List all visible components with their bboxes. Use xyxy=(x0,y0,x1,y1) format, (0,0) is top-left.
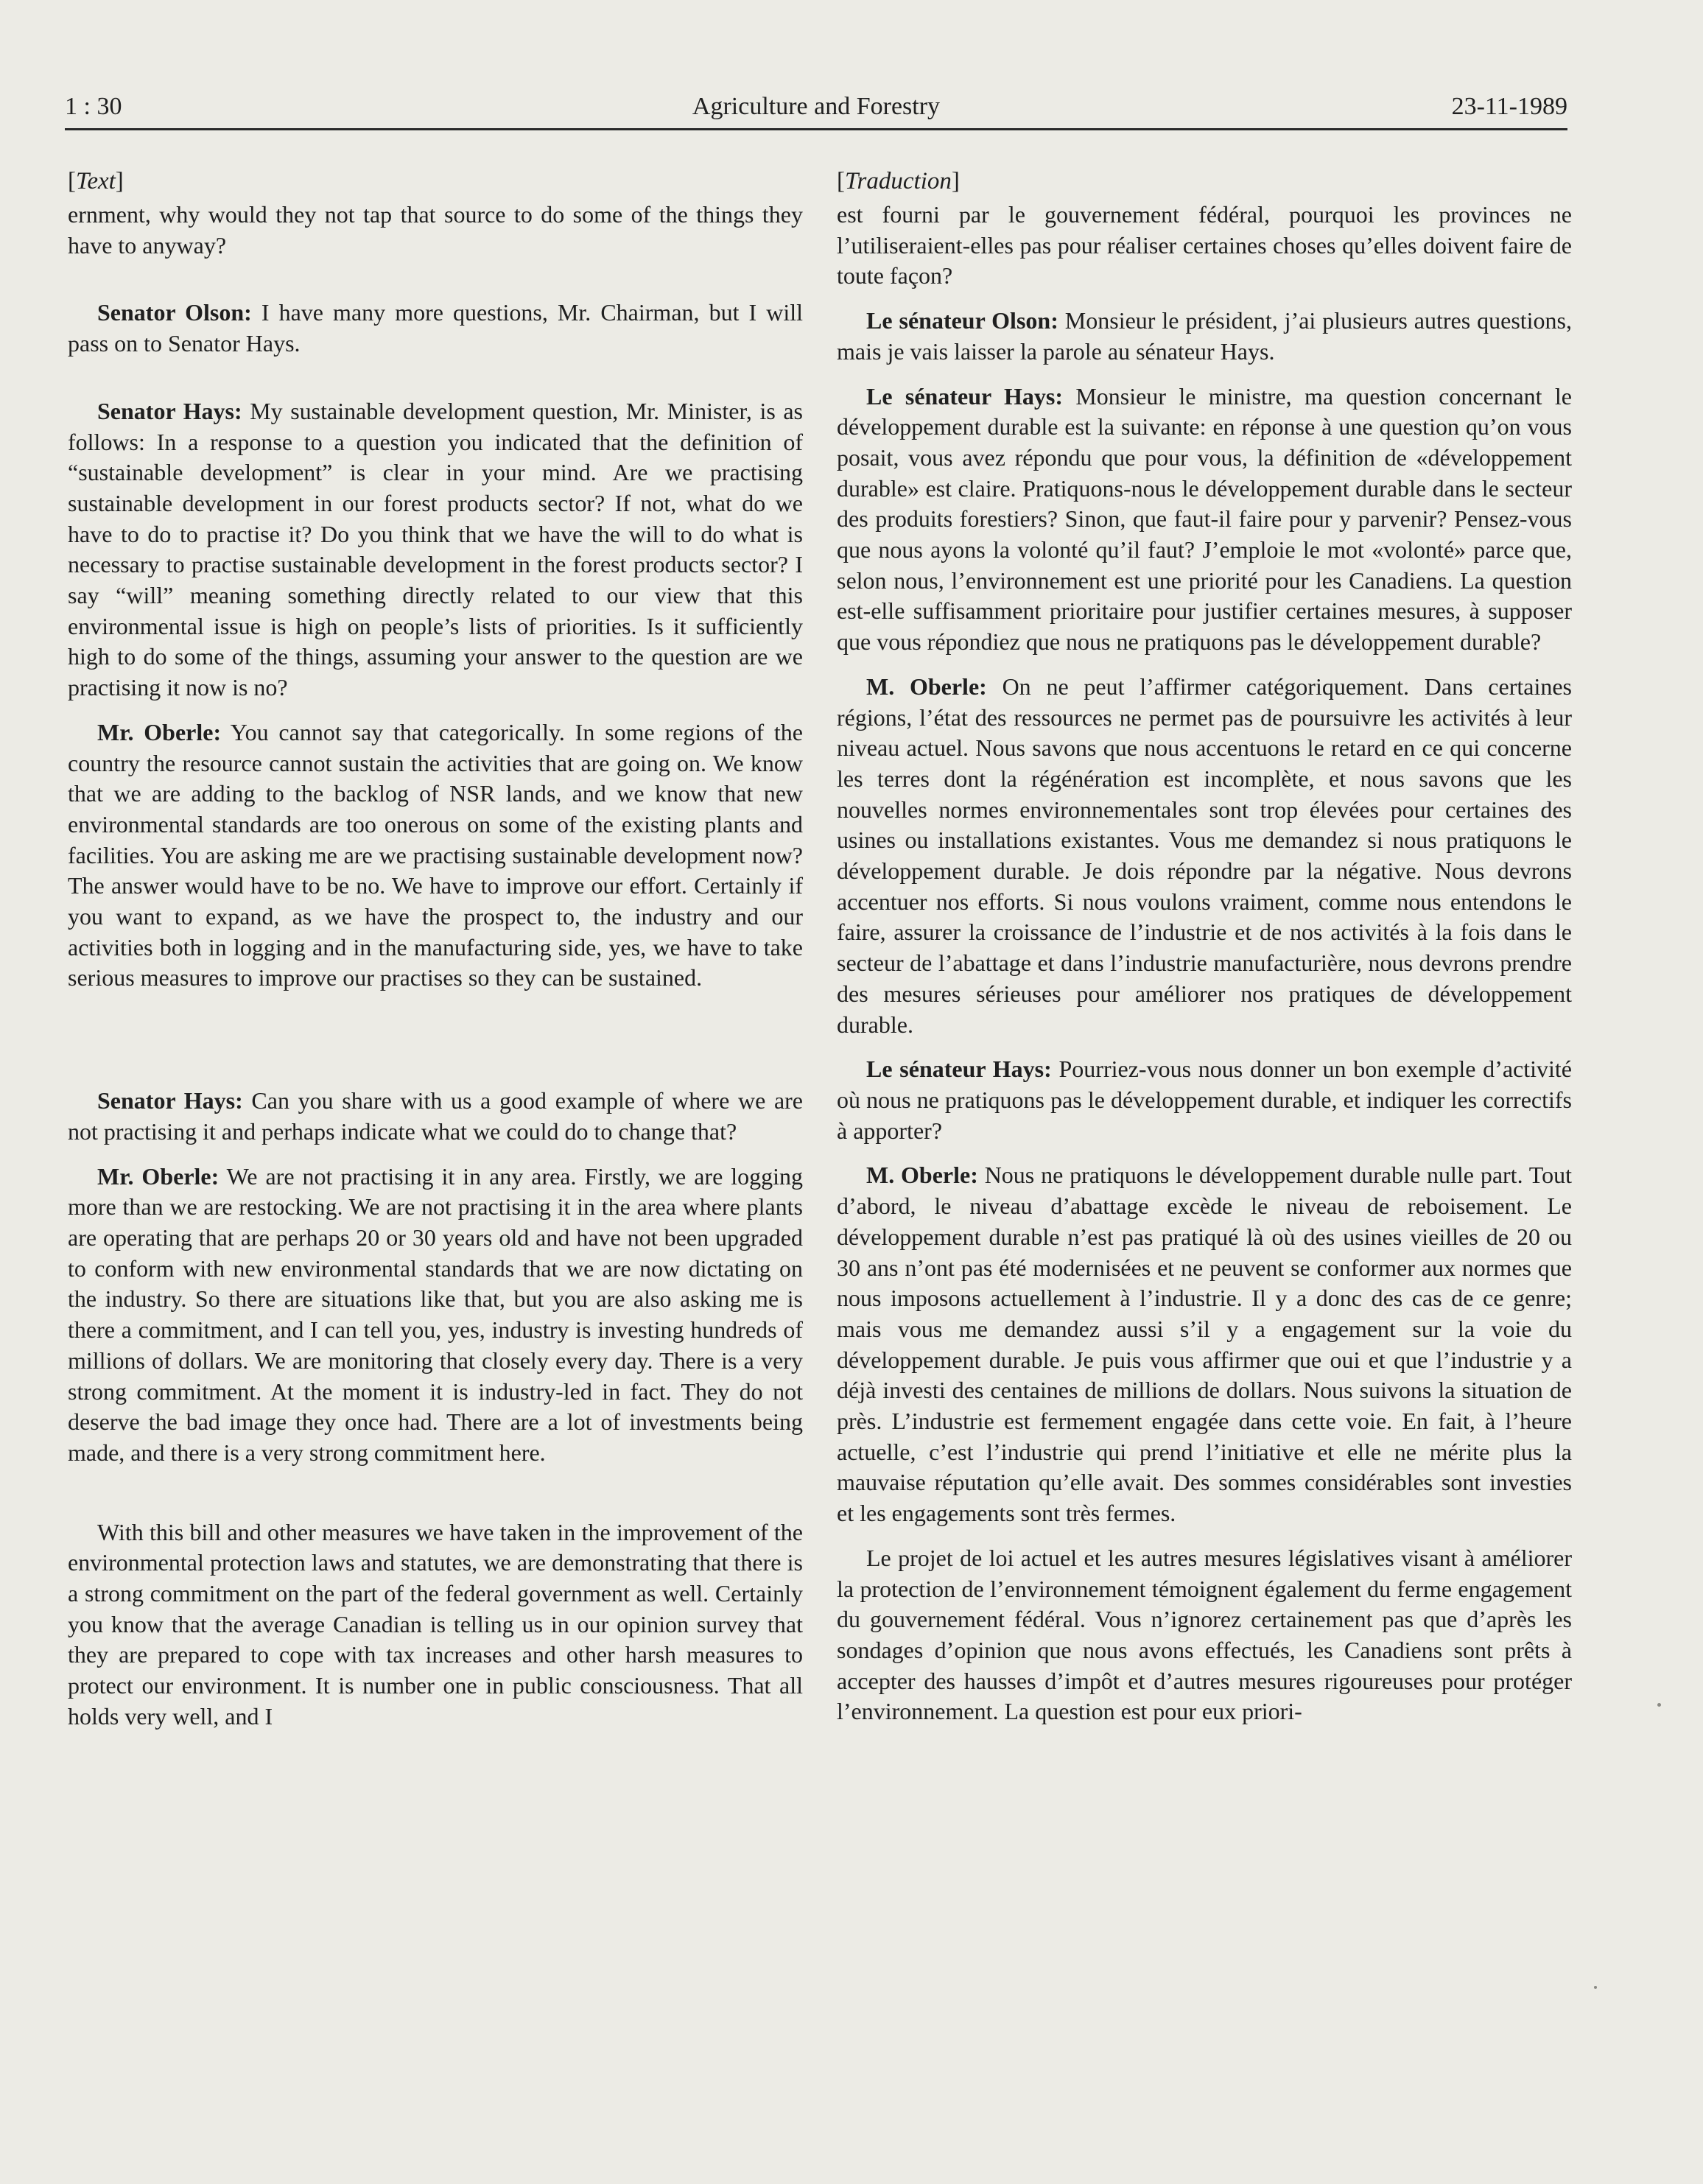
speaker-name: M. Oberle: xyxy=(866,673,987,700)
paragraph xyxy=(837,382,1572,658)
header-rule xyxy=(65,128,1567,130)
paragraph xyxy=(68,396,803,703)
speaker-name: Senator Hays: xyxy=(97,397,242,424)
paragraph xyxy=(68,1162,803,1469)
paragraph-text: ernment, why would they not tap that source to do some of the things they have to anyway? xyxy=(68,201,803,259)
traduction-marker: [Traduction] xyxy=(837,168,960,194)
paragraph-text: Can you share with us a good example of where we are not practising it and perhaps indicate what we could do to change that? xyxy=(68,1087,804,1145)
speaker-name: Mr. Oberle: xyxy=(97,1162,220,1190)
speaker-name: M. Oberle: xyxy=(866,1162,978,1189)
paragraph xyxy=(68,1517,803,1732)
speaker-name: Senator Hays: xyxy=(97,1087,243,1114)
paragraph xyxy=(837,1160,1572,1528)
speaker-name: Le sénateur Hays: xyxy=(866,382,1063,410)
paragraph-text: Nous ne pratiquons le développement durable nulle part. Tout d’abord, le niveau d’abattage excède le niveau de reboisement. Le développement durable n’est pas pratiqué là où des usines vieilles de 20 ou 30 ans n’ont pas été modernisées et ne peuvent se conformer aux normes que nous imposons actuellement à l’industrie. Il y a donc des cas de ce genre; mais vous me demandez aussi s’il y a engagement sur la voie du développement durable. Je puis vous affirmer que oui et que l’industrie y a déjà investi des centaines de millions de dollars. Nous suivons la situation de près. L’industrie est fermement engagée dans cette voie. En fait, à l’heure actuelle, c’est l’industrie qui prend l’initiative et elle ne mérite plus la mauvaise réputation qu’elle avait. Des sommes considérables sont investies et les engagements sont très fermes. xyxy=(837,1162,1573,1527)
paragraph-text: Pourriez-vous nous donner un bon exemple d’activité où nous ne pratiquons pas le développement durable, et indiquer les correctifs à apporter? xyxy=(837,1056,1573,1144)
running-title: Agriculture and Forestry xyxy=(692,93,941,120)
paragraph xyxy=(68,200,803,261)
page-number: 1 : 30 xyxy=(65,93,122,120)
paragraph xyxy=(837,306,1572,367)
paragraph xyxy=(837,1543,1572,1727)
paragraph-text: I have many more questions, Mr. Chairman, but I will pass on to Senator Hays. xyxy=(68,299,804,357)
speaker-name: Senator Olson: xyxy=(97,299,252,326)
paragraph xyxy=(837,200,1572,292)
paragraph xyxy=(837,672,1572,1040)
paragraph-text: est fourni par le gouvernement fédéral, pourquoi les provinces ne l’utiliseraient-elles pas pour réaliser certaines choses qu’elles doivent faire de toute façon? xyxy=(837,201,1572,289)
english-column xyxy=(68,166,803,1746)
sitting-date: 23-11-1989 xyxy=(1451,93,1567,120)
french-column xyxy=(837,166,1572,1741)
page-header xyxy=(65,87,1567,127)
paragraph-text: With this bill and other measures we have taken in the improvement of the environmental protection laws and statutes, we are demonstrating that there is a strong commitment on the part of the federal government as well. Certainly you know that the average Canadian is telling us in our opinion survey that they are prepared to cope with tax increases and other harsh measures to protect our environment. It is number one in public consciousness. That all holds very well, and I xyxy=(68,1518,803,1730)
paragraph xyxy=(68,1086,803,1147)
scan-speck xyxy=(1594,1986,1597,1989)
paragraph-text: Le projet de loi actuel et les autres mesures législatives visant à améliorer la protection de l’environnement témoignent également du ferme engagement du gouvernement fédéral. Vous n’ignorez certainement pas que d’après les sondages d’opinion que nous avons effectués, les Canadiens sont prêts à accepter des hausses d’impôt et d’autres mesures rigoureuses pour protéger l’environnement. La question est pour eux priori- xyxy=(837,1544,1572,1725)
paragraph-text: We are not practising it in any area. Firstly, we are logging more than we are restocking. We are not practising it in the area where plants are operating that are perhaps 20 or 30 years old and have not been upgraded to conform with new environmental standards that we are now dictating on the industry. So there are situations like that, but you are also asking me is there a commitment, and I can tell you, yes, industry is investing hundreds of millions of dollars. We are monitoring that closely every day. There is a very strong commitment. At the moment it is industry-led in fact. They do not deserve the bad image they once had. There are a lot of investments being made, and there is a very strong commitment here. xyxy=(68,1162,804,1466)
text-marker: [Text] xyxy=(68,168,124,194)
paragraph-text: My sustainable development question, Mr. Minister, is as follows: In a response to a question you indicated that the definition of “sustainable development” is clear in your mind. Are we practising sustainable development in our forest products sector? If not, what do we have to do to practise it? Do you think that we have the will to do what is necessary to practise sustainable development in the forest products sector? I say “will” meaning something directly related to our view that this environmental issue is high on people’s lists of priorities. Is it sufficiently high to do some of the things, assuming your answer to the question are we practising it now is no? xyxy=(68,397,803,701)
speaker-name: Mr. Oberle: xyxy=(97,718,222,745)
speaker-name: Le sénateur Olson: xyxy=(866,307,1058,334)
paragraph-text: On ne peut l’affirmer catégoriquement. Dans certaines régions, l’état des ressources ne permet pas de poursuivre les activités à leur niveau actuel. Nous savons que nous accentuons le retard en ce qui concerne les terres dont la régénération est incomplète, et nous savons que les nouvelles normes environnementales sont trop élevées pour certaines des usines ou installations existantes. Vous me demandez si nous pratiquons le développement durable. Je dois répondre par la négative. Nous devrons accentuer nos efforts. Si nous voulons vraiment, comme nous entendons le faire, assurer la croissance de l’industrie et de nos activités à la fois dans le secteur de l’abattage et dans l’industrie manufacturière, nous devrons prendre des mesures sérieuses pour améliorer nos pratiques de développement durable. xyxy=(837,673,1573,1038)
scan-speck xyxy=(1657,1703,1661,1707)
paragraph-text: You cannot say that categorically. In some regions of the country the resource cannot sustain the activities that are going on. We know that we are adding to the backlog of NSR lands, and we know that new environmental standards are too onerous on some of the existing plants and facilities. You are asking me are we practising sustainable development now? The answer would have to be no. We have to improve our effort. Certainly if you want to expand, as we have the prospect to, the industry and our activities both in logging and in the manufacturing side, yes, we have to take serious measures to improve our practises so they can be sustained. xyxy=(68,718,804,991)
paragraph-text: Monsieur le président, j’ai plusieurs autres questions, mais je vais laisser la parole au sénateur Hays. xyxy=(837,307,1573,365)
paragraph-text: Monsieur le ministre, ma question concernant le développement durable est la suivante: en réponse à une question qu’on vous posait, vous avez répondu que pour vous, la définition de «développement durable» est claire. Pratiquons-nous le développement durable dans le secteur des produits forestiers? Sinon, que faut-il faire pour y parvenir? Pensez-vous que nous ayons la volonté qu’il faut? J’emploie le mot «volonté» parce que, selon nous, l’environnement est une priorité pour les Canadiens. La question est-elle suffisamment prioritaire pour justifier certaines mesures, à supposer que vous répondiez que nous ne pratiquons pas le développement durable? xyxy=(837,382,1573,656)
paragraph xyxy=(837,1054,1572,1146)
paragraph xyxy=(68,298,803,359)
speaker-name: Le sénateur Hays: xyxy=(866,1056,1052,1083)
paragraph xyxy=(68,717,803,994)
